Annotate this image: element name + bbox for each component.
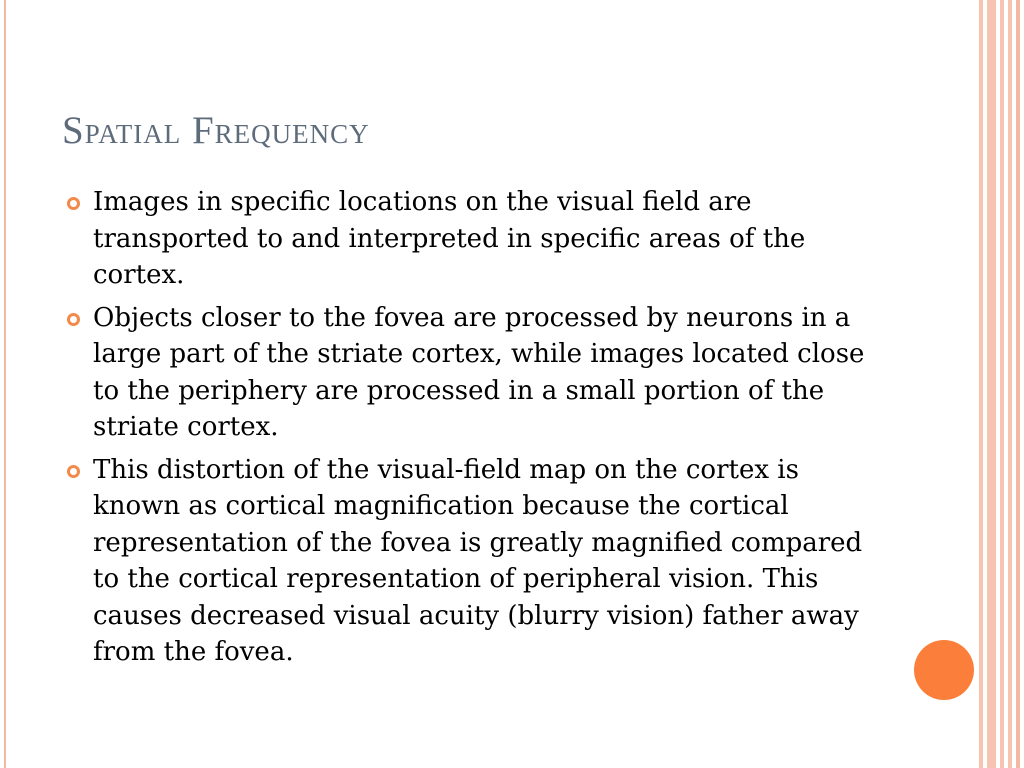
circle-outline-icon	[67, 465, 80, 478]
bullet-text: Images in specific locations on the visual field are transported to and interpreted in specific areas of the cortex.	[93, 187, 806, 290]
circle-outline-icon	[67, 197, 80, 210]
bullet-list	[62, 184, 882, 677]
bullet-item	[62, 184, 882, 294]
decorative-stripe	[1008, 0, 1012, 768]
bullet-item	[62, 300, 882, 446]
slide-title: Spatial Frequency	[62, 109, 370, 152]
bullet-text: This distortion of the visual-field map on the cortex is known as cortical magnification because the cortical representation of the fovea is greatly magnified compared to the cortical representation of peripheral vision. This causes decreased visual acuity (blurry vision) father away from the fovea.	[93, 454, 863, 667]
circle-outline-icon	[67, 313, 80, 326]
decorative-stripe	[1016, 0, 1018, 768]
decorative-stripe	[987, 0, 996, 768]
bullet-item	[62, 452, 882, 671]
decorative-stripe	[1000, 0, 1004, 768]
decorative-stripe	[979, 0, 983, 768]
bullet-text: Objects closer to the fovea are processed by neurons in a large part of the striate cortex, while images located close to the periphery are processed in a small portion of the striate cortex.	[93, 302, 865, 442]
accent-circle	[914, 640, 974, 700]
